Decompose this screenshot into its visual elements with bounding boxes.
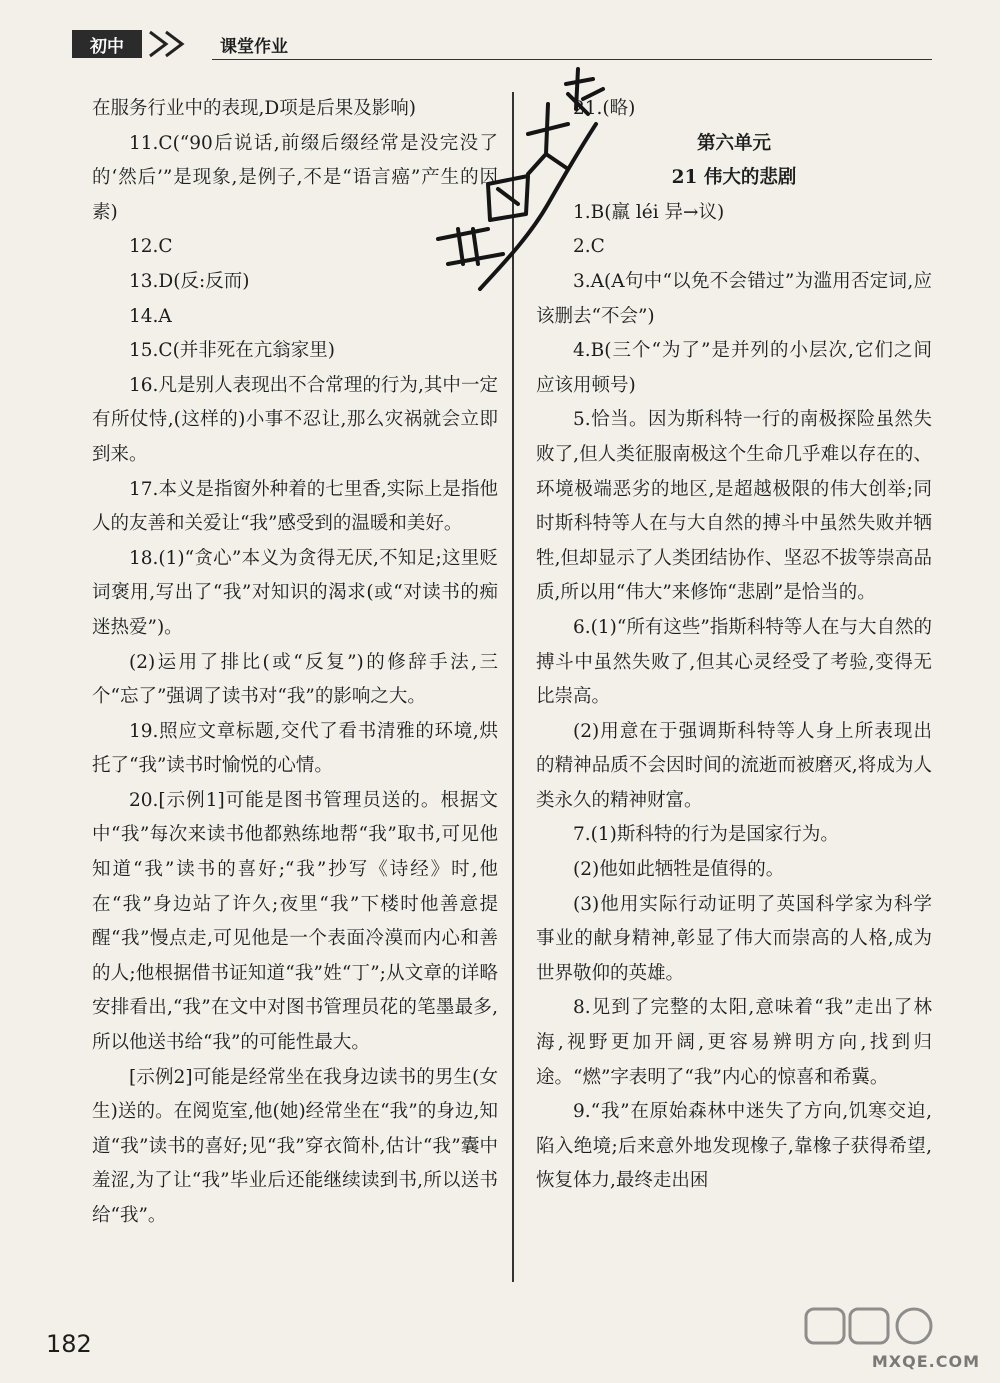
unit-title: 第六单元	[696, 132, 771, 154]
answer-paragraph: 14.A	[129, 305, 172, 327]
answer-paragraph: 13.D(反:反而)	[129, 270, 250, 292]
answer-paragraph: 7.(1)斯科特的行为是国家行为。	[573, 824, 839, 846]
answer-paragraph: 21.(略)	[573, 98, 636, 119]
answer-paragraph: 16.凡是别人表现出不合常理的行为,其中一定有所仗恃,(这样的)小事不忍让,那么灾祸就会立即到来。	[92, 374, 498, 465]
answer-paragraph: 8.见到了完整的太阳,意味着“我”走出了林海,视野更加开阔,更容易辨明方向,找到归途。“燃”字表明了“我”内心的惊喜和希冀。	[536, 997, 932, 1088]
answer-paragraph: (2)用意在于强调斯科特等人身上所表现出的精神品质不会因时间的流逝而被磨灭,将成为人类永久的精神财富。	[536, 720, 932, 811]
answer-paragraph: 在服务行业中的表现,D项是后果及影响)	[92, 98, 416, 119]
page-number: 182	[46, 1330, 92, 1358]
answer-paragraph: (2)运用了排比(或“反复”)的修辞手法,三个“忘了”强调了读书对“我”的影响之大。	[92, 651, 498, 708]
answer-paragraph: 17.本义是指窗外种着的七里香,实际上是指他人的友善和关爱让“我”感受到的温暖和美好。	[92, 478, 498, 535]
answer-paragraph: 4.B(三个“为了”是并列的小层次,它们之间应该用顿号)	[536, 340, 932, 396]
answer-paragraph: 3.A(A句中“以免不会错过”为滥用否定词,应该删去“不会”)	[536, 270, 932, 327]
lesson-title: 21 伟大的悲剧	[671, 167, 797, 189]
answer-paragraph: (3)他用实际行动证明了英国科学家为科学事业的献身精神,彰显了伟大而崇高的人格,成为世界敬仰的英雄。	[536, 893, 932, 984]
answer-paragraph: 19.照应文章标题,交代了看书清雅的环境,烘托了“我”读书时愉悦的心情。	[92, 720, 498, 777]
answer-paragraph: [示例2]可能是经常坐在我身边读书的男生(女生)送的。在阅览室,他(她)经常坐在“我”的身边,知道“我”读书的喜好;见“我”穿衣简朴,估计“我”囊中羞涩,为了让“我”毕业后还能继续读到书,所以送书给“我”。	[92, 1066, 498, 1226]
corner-watermark-url: MXQE.COM	[871, 1352, 980, 1371]
handwritten-watermark	[418, 64, 608, 304]
header-rule	[212, 59, 932, 60]
answer-paragraph: 12.C	[129, 236, 173, 258]
answer-paragraph: (2)他如此牺牲是值得的。	[573, 859, 785, 881]
page-header	[72, 28, 932, 60]
answer-paragraph: 2.C	[573, 236, 605, 258]
grade-tag: 初中	[72, 30, 142, 58]
answer-paragraph: 18.(1)“贪心”本义为贪得无厌,不知足;这里贬词褒用,写出了“我”对知识的渴求(或“对读书的痴迷热爱”)。	[92, 547, 498, 638]
answer-paragraph: 6.(1)“所有这些”指斯科特等人在与大自然的搏斗中虽然失败了,但其心灵经受了考验,变得无比崇高。	[536, 616, 932, 708]
answer-paragraph: 5.恰当。因为斯科特一行的南极探险虽然失败了,但人类征服南极这个生命几乎难以存在的、环境极端恶劣的地区,是超越极限的伟大创举;同时斯科特等人在与大自然的搏斗中虽然失败并牺牲,但却显示了人类团结协作、坚忍不拔等崇高品质,所以用“伟大”来修饰“悲剧”是恰当的。	[536, 409, 932, 604]
book-title: 课堂作业	[220, 37, 288, 57]
answer-paragraph: 20.[示例1]可能是图书管理员送的。根据文中“我”每次来读书他都熟练地帮“我”取书,可见他知道“我”读书的喜好;“我”抄写《诗经》时,他在“我”身边站了许久;夜里“我”下楼时他善意提醒“我”慢点走,可见他是一个表面冷漠而内心和善的人;他根据借书证知道“我”姓“丁”;从文章的详略安排看出,“我”在文中对图书管理员花的笔墨最多,所以他送书给“我”的可能性最大。	[92, 789, 498, 1054]
answer-paragraph: 11.C(“90后说话,前缀后缀经常是没完没了的‘然后’”是现象,是例子,不是“语言癌”产生的因素)	[92, 132, 498, 223]
answer-paragraph: 15.C(并非死在亢翁家里)	[129, 340, 336, 362]
answer-paragraph: 1.B(羸 léi 异→议)	[573, 201, 725, 223]
double-chevron-icon	[144, 28, 208, 60]
answer-paragraph: 9.“我”在原始森林中迷失了方向,饥寒交迫,陷入绝境;后来意外地发现橡子,靠橡子获得希望,恢复体力,最终走出困	[536, 1101, 932, 1192]
